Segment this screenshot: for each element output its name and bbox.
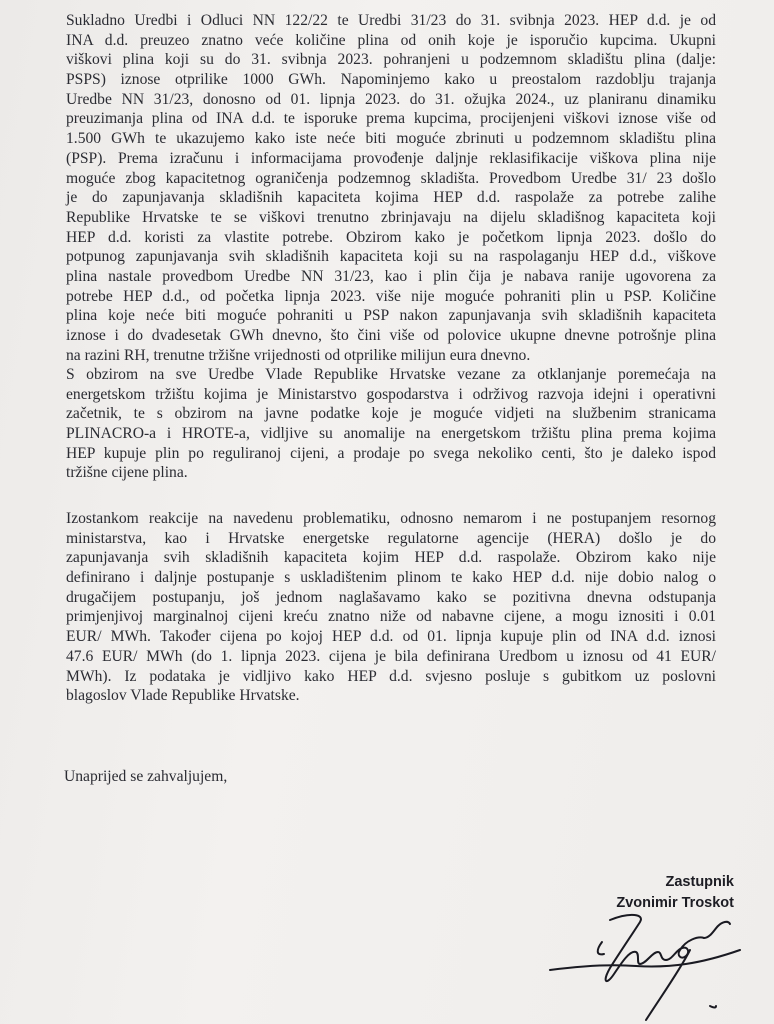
text-line: začetnik, te s obzirom na javne podatke koje je moguće vidjeti na službenim stranicama (66, 405, 716, 423)
text-line: Izostankom reakcije na navedenu problematiku, odnosno nemarom i ne postupanjem resornog (66, 510, 716, 527)
paragraph-1 (66, 11, 716, 365)
text-line: definirano i daljnje postupanje s uskladištenim plinom te kako HEP d.d. nije dobio nalog o (66, 569, 716, 587)
text-line: Uredbe NN 31/23, donosno od 01. lipnja 2023. do 31. ožujka 2024., uz planiranu dinamiku (66, 90, 716, 108)
text-line: potrebe HEP d.d., od početka lipnja 2023. više nije moguće pohraniti plin u PSP. Količine (66, 287, 716, 305)
closing-line: Unaprijed se zahvaljujem, (64, 768, 228, 785)
handwritten-signature (540, 890, 760, 1024)
text-line: PSPS) iznose otprilike 1000 GWh. Napominjemo kako u preostalom razdoblju trajanja (66, 71, 716, 89)
text-line: na razini RH, trenutne tržišne vrijednosti od otprilike milijun eura dnevno. (66, 346, 531, 364)
text-line: iznose i do dvadesetak GWh dnevno, što čini više od polovice ukupne dnevne potrošnje plina (66, 327, 716, 344)
text-line: HEP kupuje plin po reguliranoj cijeni, a prodaje po svega nekoliko centi, što je daleko ispod (66, 444, 716, 462)
paragraph-3 (66, 509, 716, 706)
paragraph-2 (66, 365, 716, 483)
text-line: HEP d.d. koristi za vlastite potrebe. Obzirom kako je početkom lipnja 2023. došlo do (66, 228, 716, 246)
text-line: ministarstva, kao i Hrvatske energetske regulatorne agencije (HERA) došlo je do (66, 529, 716, 547)
text-line: je do zapunjavanja skladišnih kapaciteta kojima HEP d.d. raspolaže za potrebe zalihe (66, 189, 716, 207)
text-line: zapunjavanja svih skladišnih kapaciteta kojim HEP d.d. raspolaže. Obzirom kako nije (66, 549, 716, 567)
text-line: 47.6 EUR/ MWh (do 1. lipnja 2023. cijena je bila definirana Uredbom u iznosu od 41 EUR/ (66, 647, 716, 665)
text-line: INA d.d. preuzeo znatno veće količine plina od onih koje je isporučio kupcima. Ukupni (66, 31, 716, 49)
text-line: tržišne cijene plina. (66, 464, 188, 482)
text-line: Sukladno Uredbi i Odluci NN 122/22 te Uredbi 31/23 do 31. svibnja 2023. HEP d.d. je od (66, 12, 716, 29)
signatory-name: Zvonimir Troskot (616, 895, 734, 911)
text-line: plina koje neće biti moguće pohraniti u PSP nakon zapunjavanja svih skladišnih kapaciteta (66, 307, 716, 325)
text-line: viškovi plina koji su do 31. svibnja 2023. pohranjeni u podzemnom skladištu plina (dalje: (66, 51, 716, 69)
text-line: (PSP). Prema izračunu i informacijama provođenje daljnje reklasifikacije viškova plina nije (66, 149, 716, 167)
text-line: primjenjivoj marginalnoj cijeni kreću znatno niže od nabavne cijene, a mogu iznositi i 0.01 (66, 608, 716, 626)
text-line: S obzirom na sve Uredbe Vlade Republike Hrvatske vezane za otklanjanje poremećaja na (66, 366, 716, 383)
text-line: EUR/ MWh. Također cijena po kojoj HEP d.d. od 01. lipnja kupuje plin od INA d.d. iznosi (66, 628, 716, 646)
text-line: moguće zbog kapacitetnog ograničenja podzemnog skladišta. Provedbom Uredbe 31/ 23 došlo (66, 169, 716, 187)
text-line: potpunog zapunjavanja svih skladišnih kapaciteta koji su na raspolaganju HEP d.d., viškove (66, 248, 716, 266)
text-line: PLINACRO-a i HROTE-a, vidljive su anomalije na energetskom tržištu plina prema kojima (66, 425, 716, 443)
text-line: MWh). Iz podataka je vidljivo kako HEP d.d. svjesno posluje s gubitkom uz poslovni (66, 667, 716, 685)
text-line: preuzimanja plina od INA d.d. te isporuke prema kupcima, procijenjeni viškovi iznose više od (66, 110, 716, 128)
text-line: plina nastale provedbom Uredbe NN 31/23, kao i plin čija je nabava ranije ugovorena za (66, 267, 716, 285)
text-line: energetskom tržištu kojima je Ministarstvo gospodarstva i održivog razvoja idejni i operativni (66, 385, 716, 403)
text-line: blagoslov Vlade Republike Hrvatske. (66, 687, 300, 705)
text-line: Republike Hrvatske te se viškovi trenutno zbrinjavaju na dijelu skladišnog kapaciteta koji (66, 208, 716, 226)
text-line: drugačijem postupanju, još jednom naglašavamo kako se pozitivna dnevna odstupanja (66, 588, 716, 606)
signatory-role: Zastupnik (665, 874, 734, 890)
text-line: 1.500 GWh te ukazujemo kako iste neće biti moguće zbrinuti u podzemnom skladištu plina (66, 130, 716, 148)
